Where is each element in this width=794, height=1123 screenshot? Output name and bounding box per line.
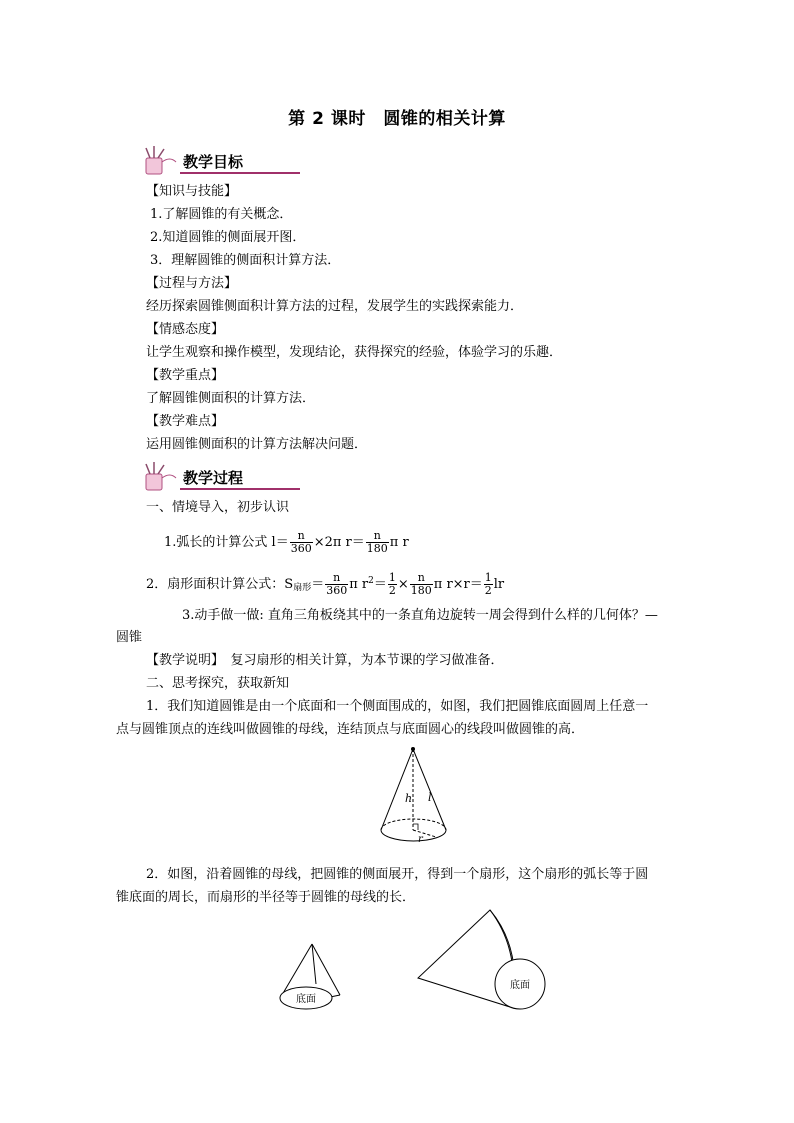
banner-title: 教学目标	[183, 153, 244, 171]
goal-text: 让学生观察和操作模型，发现结论，获得探究的经验，体验学习的乐趣．	[146, 345, 563, 360]
page-title: 第 2 课时 圆锥的相关计算	[288, 109, 506, 129]
height-label: h	[405, 792, 413, 805]
section-heading: 二、思考探究，获取新知	[146, 676, 290, 691]
section-banner-process	[140, 462, 300, 492]
paragraph-line: 圆锥	[116, 630, 143, 645]
heading-knowledge: 【知识与技能】	[146, 184, 238, 199]
paragraph-line: 3.动手做一做: 直角三角板绕其中的一条直角边旋转一周会得到什么样的几何体？—	[182, 608, 658, 623]
slant-label: l	[428, 791, 432, 804]
teaching-note: 【教学说明】 复习扇形的相关计算，为本节课的学习做准备．	[146, 653, 504, 668]
radius-label: r	[418, 834, 423, 845]
paragraph-line: 点与圆锥顶点的连线叫做圆锥的母线，连结顶点与底面圆心的线段叫做圆锥的高．	[116, 722, 585, 737]
cone-diagram	[370, 745, 460, 850]
goal-item: 3．理解圆锥的侧面积计算方法．	[150, 253, 341, 268]
goal-item: 2.知道圆锥的侧面展开图．	[150, 230, 306, 245]
goal-text: 运用圆锥侧面积的计算方法解决问题．	[146, 437, 368, 452]
heading-key-point: 【教学重点】	[146, 368, 225, 383]
goal-item: 1.了解圆锥的有关概念．	[150, 207, 293, 222]
formula-sector-area: 2．扇形面积计算公式：$S_{扇形}=$ $\frac{n}{360}$ π $r^2=$ $\frac{1}{2}$ × $\frac{n}{180}$ π r×r＝ $\frac{1}{2}$ lr	[146, 571, 505, 597]
heading-emotion: 【情感态度】	[146, 322, 225, 337]
base-label: 底面	[296, 994, 316, 1005]
goal-text: 经历探索圆锥侧面积计算方法的过程，发展学生的实践探索能力．	[146, 299, 524, 314]
heading-process: 【过程与方法】	[146, 276, 238, 291]
cone-unfold-diagram	[276, 940, 356, 1015]
base-label: 底面	[510, 980, 530, 991]
formula-arc-length: 1.弧长的计算公式 l＝ $\frac{n}{360}$ ×2π r＝ $\frac{n}{180}$ π r	[164, 529, 409, 555]
banner-title: 教学过程	[183, 469, 244, 487]
section-banner-goals	[140, 146, 300, 176]
sector-and-base-diagram	[410, 905, 550, 1045]
fraction: $\frac{n}{360}$	[290, 529, 312, 555]
fraction: $\frac{n}{180}$	[366, 529, 388, 555]
goal-text: 了解圆锥侧面积的计算方法．	[146, 391, 316, 406]
section-heading: 一、情境导入，初步认识	[146, 500, 290, 515]
heading-difficulty: 【教学难点】	[146, 414, 225, 429]
paragraph-line: 锥底面的周长，而扇形的半径等于圆锥的母线的长．	[116, 890, 416, 905]
paragraph-line: 2．如图，沿着圆锥的母线，把圆锥的侧面展开，得到一个扇形，这个扇形的弧长等于圆	[146, 867, 649, 882]
paragraph-line: 1．我们知道圆锥是由一个底面和一个侧面围成的，如图，我们把圆锥底面圆周上任意一	[146, 699, 649, 714]
